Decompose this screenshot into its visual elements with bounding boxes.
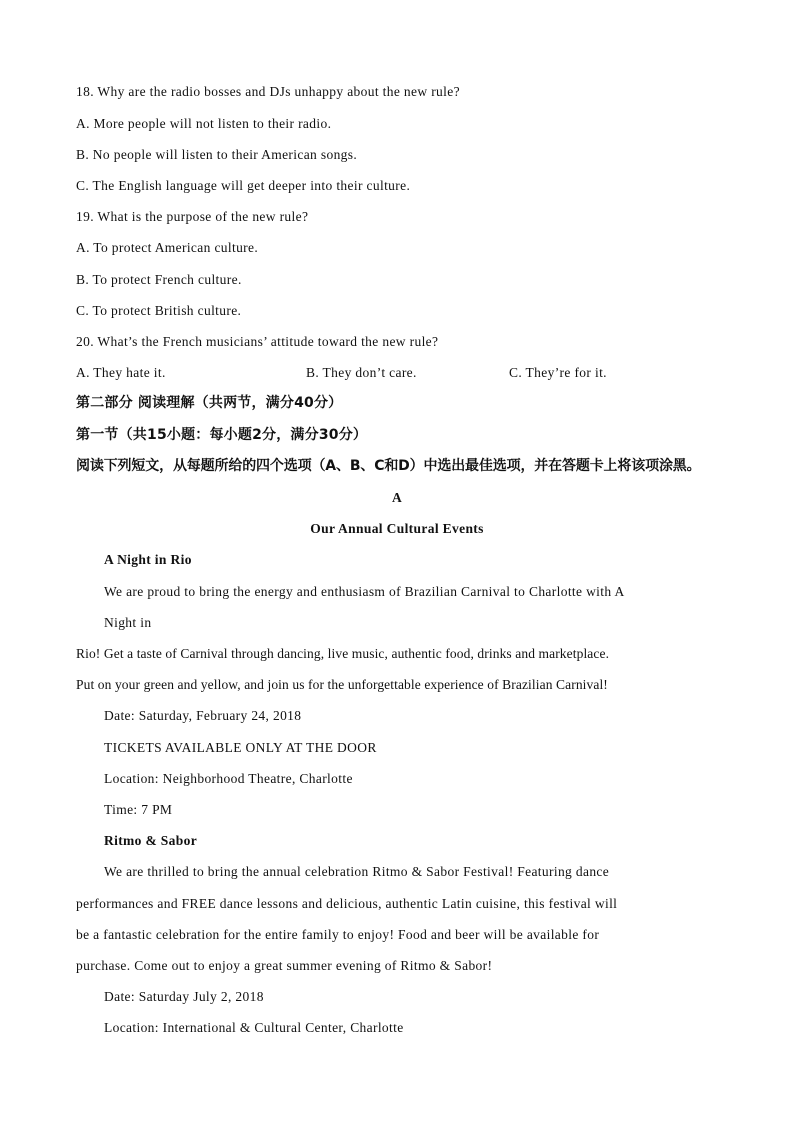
question-19-option-a: A. To protect American culture. — [76, 240, 259, 255]
question-18-option-a: A. More people will not listen to their radio. — [76, 116, 332, 131]
event1-body-line-2: Night in — [104, 615, 152, 630]
question-19-option-b: B. To protect French culture. — [76, 272, 242, 287]
question-20-stem: 20. What’s the French musicians’ attitude toward the new rule? — [76, 334, 439, 349]
section-one-heading: 第一节（共15小题：每小题2分，满分30分） — [76, 427, 368, 443]
event2-body-line-2: performances and FREE dance lessons and delicious, authentic Latin cuisine, this festival will — [76, 896, 618, 911]
question-19-option-c: C. To protect British culture. — [76, 303, 242, 318]
event2-body-line-3: be a fantastic celebration for the entire family to enjoy! Food and beer will be available for — [76, 927, 600, 942]
event1-body-line-1: We are proud to bring the energy and enthusiasm of Brazilian Carnival to Charlotte with A — [104, 584, 625, 599]
question-20-option-a: A. They hate it. — [76, 365, 166, 380]
event1-body-line-4: Put on your green and yellow, and join us for the unforgettable experience of Brazilian Carnival! — [76, 677, 608, 692]
event1-time: Time: 7 PM — [104, 802, 173, 817]
event2-body-line-4: purchase. Come out to enjoy a great summer evening of Ritmo & Sabor! — [76, 958, 493, 973]
passage-letter: A — [391, 490, 403, 505]
reading-instruction: 阅读下列短文，从每题所给的四个选项（A、B、C和D）中选出最佳选项，并在答题卡上将该项涂黑。 — [76, 458, 701, 474]
event1-body-line-3: Rio! Get a taste of Carnival through dancing, live music, authentic food, drinks and marketplace. — [76, 646, 610, 661]
question-18-stem: 18. Why are the radio bosses and DJs unhappy about the new rule? — [76, 84, 460, 99]
part-two-heading: 第二部分 阅读理解（共两节，满分40分） — [76, 395, 343, 411]
question-18-option-b: B. No people will listen to their American songs. — [76, 147, 358, 162]
question-20-option-c: C. They’re for it. — [509, 365, 607, 380]
event2-date: Date: Saturday July 2, 2018 — [104, 989, 264, 1004]
event1-date: Date: Saturday, February 24, 2018 — [104, 708, 302, 723]
event2-location: Location: International & Cultural Center, Charlotte — [104, 1020, 404, 1035]
event-name-night-in-rio: A Night in Rio — [104, 552, 192, 567]
event-name-ritmo-sabor: Ritmo & Sabor — [104, 833, 198, 848]
question-18-option-c: C. The English language will get deeper into their culture. — [76, 178, 411, 193]
event1-location: Location: Neighborhood Theatre, Charlotte — [104, 771, 353, 786]
event2-body-line-1: We are thrilled to bring the annual celebration Ritmo & Sabor Festival! Featuring dance — [104, 864, 610, 879]
question-20-option-b: B. They don’t care. — [306, 365, 417, 380]
event1-tickets: TICKETS AVAILABLE ONLY AT THE DOOR — [104, 740, 377, 755]
passage-title: Our Annual Cultural Events — [310, 521, 484, 536]
question-19-stem: 19. What is the purpose of the new rule? — [76, 209, 309, 224]
